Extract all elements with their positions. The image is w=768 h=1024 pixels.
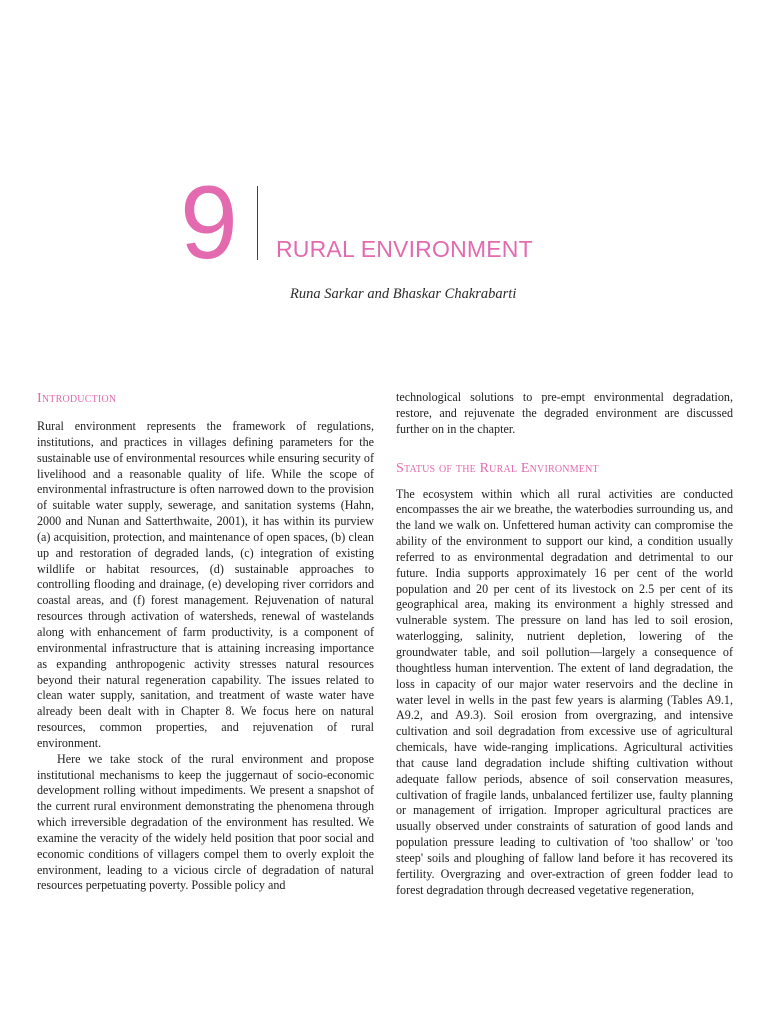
status-paragraph-1: The ecosystem within which all rural activities are conducted encompasses the air we breathe, the waterbodies surrounding us, and the land we walk on. Unfettered human activity can compromise the ability of the environment to support our kind, a condition usually referred to as environmental degradation and detrimental to our future. India supports approximately 16 per cent of the world population and 20 per cent of its livestock on 2.5 per cent of its geographical area, making its environment a highly stressed and vulnerable system. The pressure on land has led to soil erosion, waterlogging, salinity, nutrient depletion, lowering of the groundwater table, and soil pollution—largely a consequence of thoughtless human intervention. The extent of land degradation, the loss in capacity of our major water reservoirs and the decline in water level in wells in the past few years is alarming (Tables A9.1, A9.2, and A9.3). Soil erosion from overgrazing, and intensive cultivation and soil degradation from excessive use of agricultural chemicals, have wide-ranging implications. Agricultural activities that cause land degradation include shifting cultivation without adequate fallow periods, absence of soil conservation measures, cultivation of fragile lands, unbalanced fertilizer use, faulty planning or management of irrigation. Improper agricultural practices are usually observed under constraints of saturation of good lands and population pressure leading to cultivation of 'too shallow' or 'too steep' soils and ploughing of fallow land before it has recovered its fertility. Overgrazing and over-extraction of green fodder lead to forest degradation through decreased vegetative regeneration, <box>396 486 733 897</box>
introduction-paragraph-2: Here we take stock of the rural environment and propose institutional mechanisms to keep the juggernaut of socio-economic development rolling without impediments. We present a snapshot of the current rural environment demonstrating the phenomena through which irreversible degradation of the environment has resulted. We examine the veracity of the widely held position that poor social and economic conditions of villagers compel them to overly exploit the environment, leading to a vicious circle of degradation of natural resources perpetuating poverty. Possible policy and <box>37 751 374 893</box>
chapter-number: 9 <box>180 165 238 281</box>
introduction-paragraph-1: Rural environment represents the framework of regulations, institutions, and practices in villages defining parameters for the sustainable use of environmental resources while ensuring security of livelihood and a reasonable quality of life. While the scope of environmental infrastructure is often narrowed down to the provision of suitable water supply, sewerage, and sanitation systems (Hahn, 2000 and Nunan and Satterthwaite, 2001), it has within its purview (a) acquisition, protection, and maintenance of open spaces, (b) clean up and restoration of degraded lands, (c) integration of existing wildlife or habitat resources, (d) sustainable approaches to controlling flooding and drainage, (e) developing river corridors and coastal areas, and (f) forest management. Rejuvenation of natural resources through activation of watersheds, renewal of wastelands along with enhancement of farm productivity, is a component of environmental infrastructure that is attaining increasing importance as expanding anthropogenic activity stresses natural resources beyond their natural regeneration capability. The issues related to clean water supply, sanitation, and treatment of waste water have already been dealt with in Chapter 8. We focus here on natural resources, common properties, and rejuvenation of rural environment. <box>37 419 374 750</box>
introduction-continuation: technological solutions to pre-empt environmental degradation, restore, and rejuvenate the degraded environment are discussed further on in the chapter. <box>396 390 733 436</box>
chapter-title: RURAL ENVIRONMENT <box>276 236 533 262</box>
chapter-authors: Runa Sarkar and Bhaskar Chakrabarti <box>290 286 517 302</box>
status-heading: Status of the Rural Environment <box>396 460 599 476</box>
left-column <box>37 390 374 894</box>
chapter-divider <box>257 186 258 260</box>
introduction-heading: Introduction <box>37 391 117 406</box>
right-column <box>396 390 733 898</box>
